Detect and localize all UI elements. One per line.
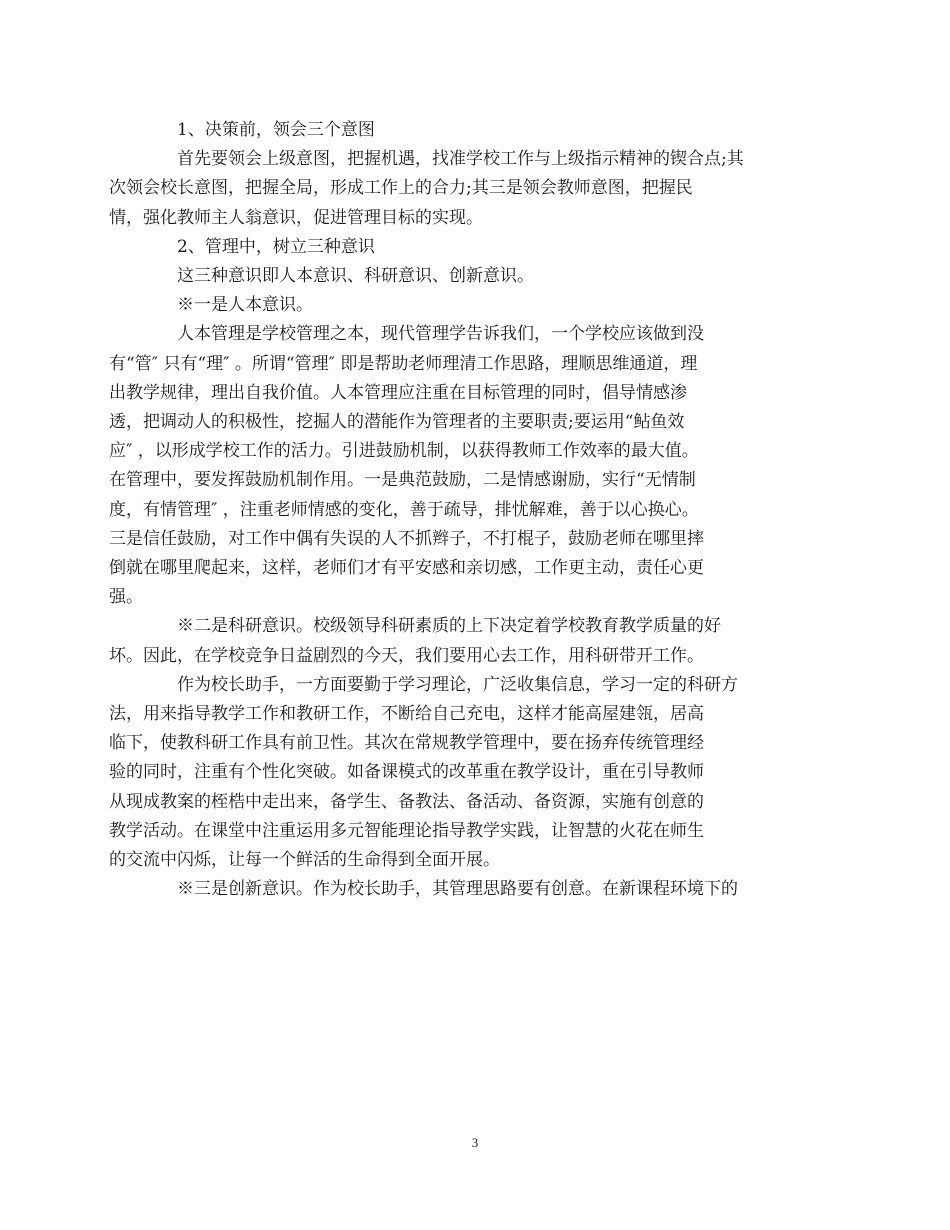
text-line: 透，把调动人的积极性，挖掘人的潜能作为管理者的主要职责;要运用“鲇鱼效 bbox=[109, 412, 685, 433]
paragraph-p6 bbox=[109, 320, 810, 612]
text-line: 验的同时，注重有个性化突破。如备课模式的改革重在教学设计，重在引导教师 bbox=[109, 762, 704, 783]
text-line: 度，有情管理″ ，注重老师情感的变化，善于疏导，排忧解难，善于以心换心。 bbox=[109, 499, 699, 520]
text-line: 的交流中闪烁，让每一个鲜活的生命得到全面开展。 bbox=[109, 850, 500, 871]
text-line: 出教学规律，理出自我价值。人本管理应注重在目标管理的同时，倡导情感渗 bbox=[109, 382, 687, 403]
text-line: 次领会校长意图，把握全局，形成工作上的合力;其三是领会教师意图，把握民 bbox=[109, 178, 693, 199]
text-line: 法，用来指导教学工作和教研工作，不断给自己充电，这样才能高屋建瓴，居高 bbox=[109, 704, 704, 725]
text-line: 三是信任鼓励，对工作中偶有失误的人不抓辫子，不打棍子，鼓励老师在哪里摔 bbox=[109, 528, 704, 549]
text-line: 作为校长助手，一方面要勤于学习理论，广泛收集信息，学习一定的科研方 bbox=[177, 674, 738, 695]
text-line: ※一是人本意识。 bbox=[177, 295, 313, 316]
text-line: 有“管″ 只有“理″ 。所谓“管理″ 即是帮助老师理清工作思路，理顺思维通道，理 bbox=[109, 353, 698, 374]
text-line: 1、决策前，领会三个意图 bbox=[177, 120, 375, 140]
text-line: 在管理中，要发挥鼓励机制作用。一是典范鼓励，二是情感谢励，实行“无情制 bbox=[109, 470, 696, 491]
text-line: 2、管理中，树立三种意识 bbox=[177, 236, 375, 257]
text-line: 临下，使教科研工作具有前卫性。其次在常规教学管理中，要在扬弃传统管理经 bbox=[109, 733, 704, 754]
text-line: 倒就在哪里爬起来，这样，老师们才有平安感和亲切感，工作更主动，责任心更 bbox=[109, 558, 704, 579]
paragraph-p7 bbox=[109, 612, 810, 670]
text-line: 首先要领会上级意图，把握机遇，找准学校工作与上级指示精神的锲合点;其 bbox=[177, 149, 744, 170]
text-line: 这三种意识即人本意识、科研意识、创新意识。 bbox=[177, 266, 534, 287]
text-line: 坏。因此，在学校竞争日益剧烈的今天，我们要用心去工作，用科研带开工作。 bbox=[109, 645, 704, 666]
text-line: 应″ ，以形成学校工作的活力。引进鼓励机制，以获得教师工作效率的最大值。 bbox=[109, 441, 699, 462]
paragraph-p5 bbox=[143, 291, 810, 320]
paragraph-p3 bbox=[143, 233, 810, 262]
paragraph-p1 bbox=[143, 116, 810, 145]
paragraph-p8 bbox=[109, 671, 810, 875]
text-line: 从现成教案的桎梏中走出来，备学生、备教法、备活动、备资源，实施有创意的 bbox=[109, 791, 704, 812]
text-line: 人本管理是学校管理之本，现代管理学告诉我们，一个学校应该做到没 bbox=[177, 324, 704, 345]
paragraph-p9 bbox=[143, 875, 810, 904]
text-line: 情，强化教师主人翁意识，促进管理目标的实现。 bbox=[109, 207, 483, 228]
document-body bbox=[109, 116, 810, 904]
page-number: 3 bbox=[471, 1135, 479, 1150]
paragraph-p2 bbox=[109, 145, 810, 233]
text-line: ※三是创新意识。作为校长助手，其管理思路要有创意。在新课程环境下的 bbox=[177, 879, 738, 900]
paragraph-p4 bbox=[143, 262, 810, 291]
text-line: 教学活动。在课堂中注重运用多元智能理论指导教学实践，让智慧的火花在师生 bbox=[109, 820, 704, 841]
text-line: 强。 bbox=[109, 587, 143, 608]
text-line: ※二是科研意识。校级领导科研素质的上下决定着学校教育教学质量的好 bbox=[177, 616, 721, 637]
